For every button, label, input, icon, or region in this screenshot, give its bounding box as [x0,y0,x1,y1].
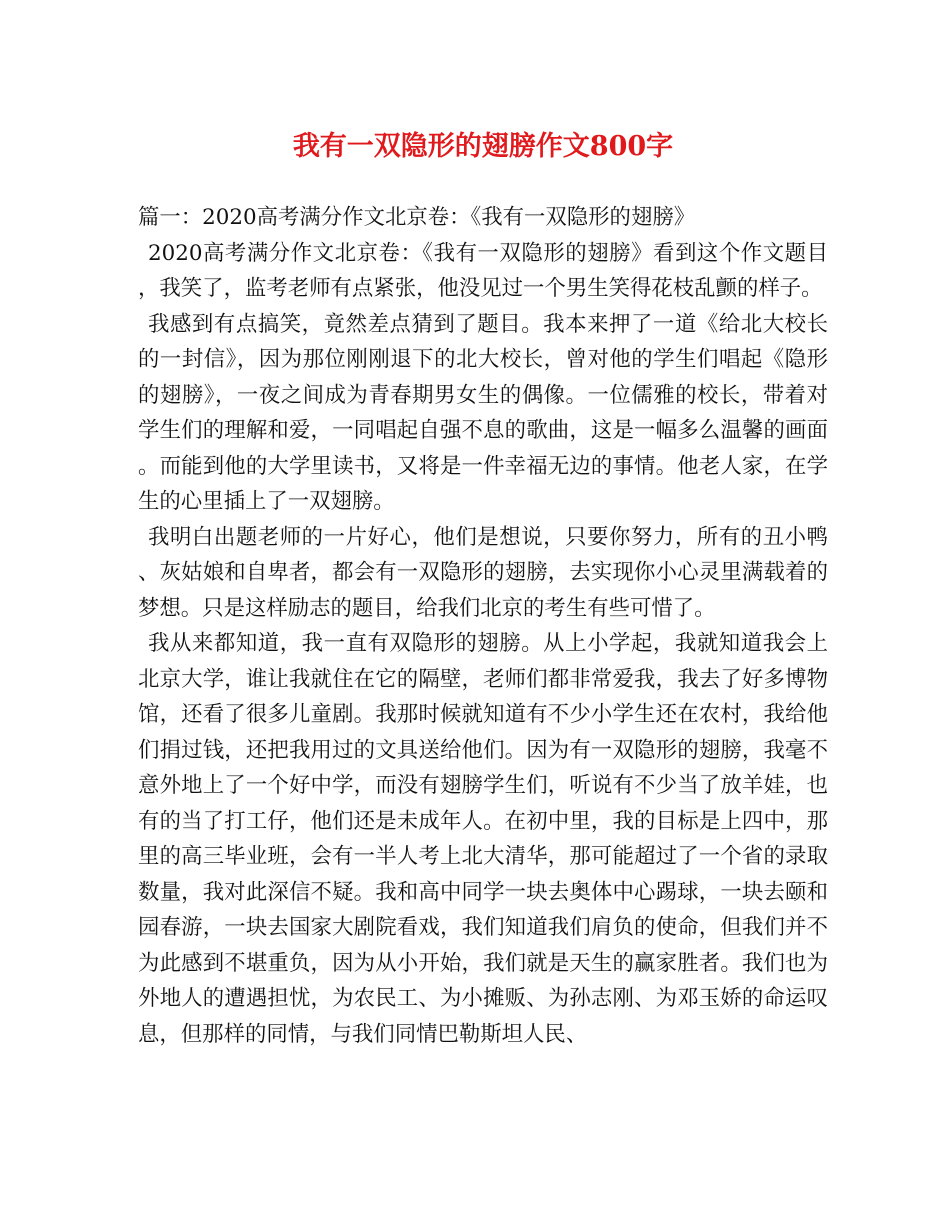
document-body [138,200,828,1052]
paragraph: 我从来都知道，我一直有双隐形的翅膀。从上小学起，我就知道我会上北京大学，谁让我就住在它的隔壁，老师们都非常爱我，我去了好多博物馆，还看了很多儿童剧。我那时候就知道有不少小学生还在农村，我给他们捐过钱，还把我用过的文具送给他们。因为有一双隐形的翅膀，我毫不意外地上了一个好中学，而没有翅膀学生们，听说有不少当了放羊娃，也有的当了打工仔，他们还是未成年人。在初中里，我的目标是上四中，那里的高三毕业班，会有一半人考上北大清华，那可能超过了一个省的录取数量，我对此深信不疑。我和高中同学一块去奥体中心踢球，一块去颐和园春游，一块去国家大剧院看戏，我们知道我们肩负的使命，但我们并不为此感到不堪重负，因为从小开始，我们就是天生的赢家胜者。我们也为外地人的遭遇担忧，为农民工、为小摊贩、为孙志刚、为邓玉娇的命运叹息，但那样的同情，与我们同情巴勒斯坦人民、 [138,631,828,1047]
paragraph: 我感到有点搞笑，竟然差点猜到了题目。我本来押了一道《给北大校长的一封信》，因为那位刚刚退下的北大校长，曾对他的学生们唱起《隐形的翅膀》，一夜之间成为青春期男女生的偶像。一位儒雅的校长，带着对学生们的理解和爱，一同唱起自强不息的歌曲，这是一幅多么温馨的画面。而能到他的大学里读书，又将是一件幸福无边的事情。他老人家，在学生的心里插上了一双翅膀。 [138,311,828,514]
paragraph: 我明白出题老师的一片好心，他们是想说，只要你努力，所有的丑小鸭、灰姑娘和自卑者，都会有一双隐形的翅膀，去实现你小心灵里满载着的梦想。只是这样励志的题目，给我们北京的考生有些可惜了。 [138,524,828,621]
document-title: 我有一双隐形的翅膀作文800字 [292,131,674,162]
paragraph: 2020高考满分作文北京卷：《我有一双隐形的翅膀》看到这个作文题目，我笑了，监考老师有点紧张，他没见过一个男生笑得花枝乱颤的样子。 [138,240,828,301]
paragraph-heading: 篇一：2020高考满分作文北京卷：《我有一双隐形的翅膀》 [138,205,696,230]
